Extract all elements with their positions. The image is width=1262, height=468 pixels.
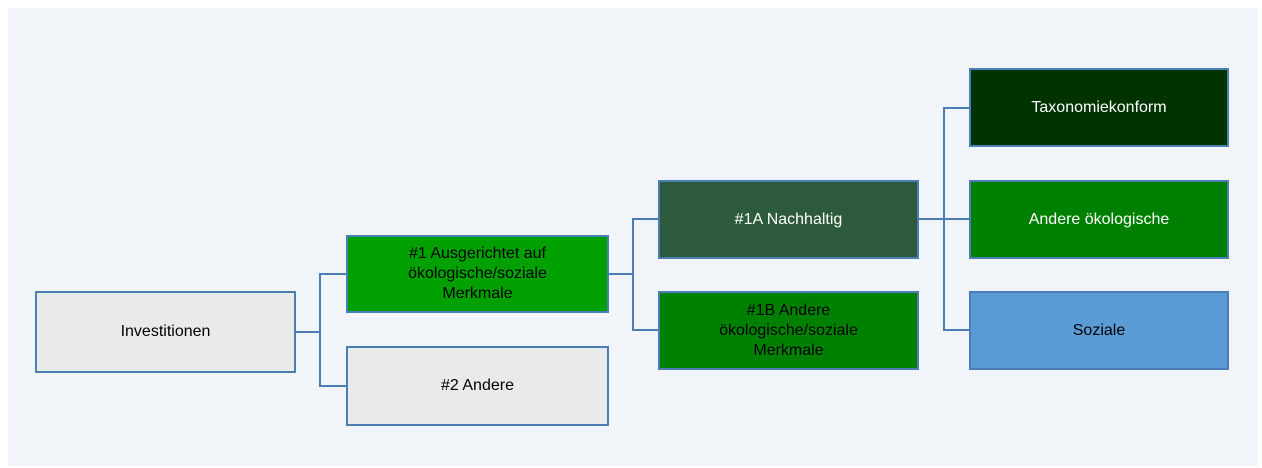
node-andere-label: #2 Andere: [441, 377, 514, 394]
connector-ausgerichtet-andere-merkmale: [633, 274, 658, 330]
node-investitionen: [35, 291, 296, 373]
node-soziale: [969, 291, 1229, 370]
connector-nachhaltig-soziale: [944, 219, 969, 330]
node-andere-oekologische-label: Andere ökologische: [1028, 210, 1170, 228]
node-andere: [346, 346, 609, 426]
node-nachhaltig-label: #1A Nachhaltig: [734, 210, 843, 228]
node-andere-merkmale: [658, 291, 919, 370]
connector-investitionen-andere: [320, 332, 346, 386]
node-ausgerichtet: [346, 235, 609, 313]
node-andere-merkmale-label: #1B Andere ökologische/soziale Merkmale: [719, 301, 858, 359]
connector-investitionen-ausgerichtet: [295, 274, 346, 332]
node-soziale-label: Soziale: [1072, 321, 1126, 339]
node-andere-oekologische: [969, 180, 1229, 259]
node-nachhaltig: [658, 180, 919, 259]
node-investitionen-label: Investitionen: [120, 323, 211, 340]
node-taxonomiekonform-label: Taxonomiekonform: [1031, 98, 1167, 116]
connector-ausgerichtet-nachhaltig: [608, 219, 658, 274]
node-ausgerichtet-label: #1 Ausgerichtet auf ökologische/soziale Merkmale: [408, 245, 547, 302]
node-taxonomiekonform: [969, 68, 1229, 147]
connector-nachhaltig-taxonomiekonform: [918, 108, 969, 219]
